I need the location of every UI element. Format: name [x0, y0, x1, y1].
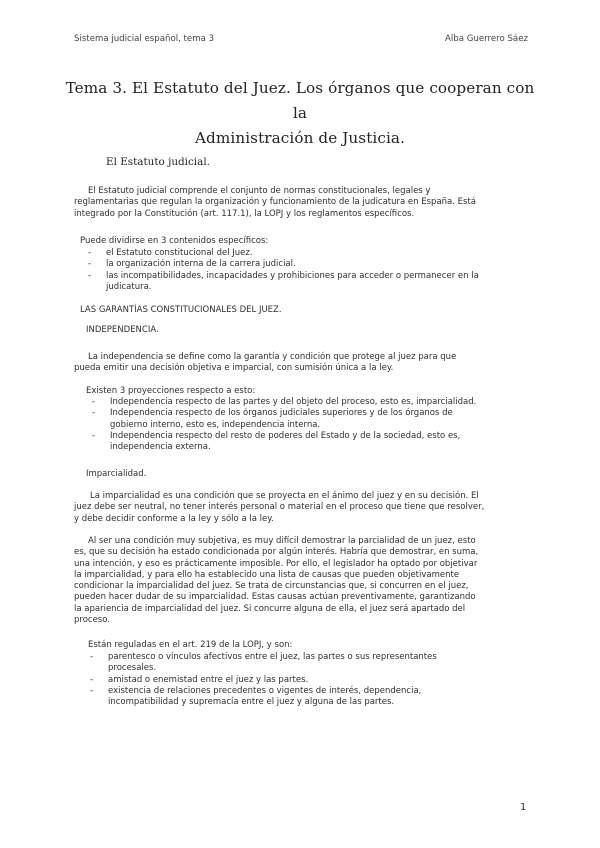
list-item: - Independencia respecto del resto de poderes del Estado y de la sociedad, esto es, independencia externa.: [92, 430, 461, 453]
text-line: la imparcialidad, y para ello ha establecido una lista de causas que pueden objetivamente: [74, 569, 460, 580]
causas-intro: Están reguladas en el art. 219 de la LOPJ, y son:: [88, 640, 293, 650]
header-right: Alba Guerrero Sáez: [445, 34, 528, 44]
causas-list: [90, 652, 437, 708]
text-line: La independencia se define como la garantía y condición que protege al juez para que: [88, 352, 457, 362]
document-title: [60, 76, 540, 151]
list-item: - Independencia respecto de las partes y del objeto del proceso, esto es, imparcialidad.: [92, 397, 477, 407]
list-item: - el Estatuto constitucional del Juez.: [88, 248, 253, 258]
text-line: El Estatuto judicial comprende el conjunto de normas constitucionales, legales y: [88, 186, 431, 196]
text-line: y debe decidir conforme a la ley y sólo a la ley.: [74, 513, 274, 524]
text-line: condicionar la imparcialidad del juez. Se trata de circunstancias que, si concurren en el juez,: [74, 581, 469, 592]
text-line: juez debe ser neutral, no tener interés personal o material en el proceso que tiene que resolver,: [74, 502, 485, 513]
text-line: Al ser una condición muy subjetiva, es muy difícil demostrar la parcialidad de un juez, esto: [88, 536, 476, 546]
list-item: - amistad o enemistad entre el juez y las partes.: [90, 674, 309, 685]
contents-list: [88, 248, 479, 293]
imparcialidad-paragraph-2: [74, 536, 478, 626]
list-item: - Independencia respecto de los órganos judiciales superiores y de los órganos de gobierno interno, esto es, independencia interna.: [92, 408, 453, 430]
page-number: 1: [520, 802, 527, 813]
intro-paragraph: [74, 186, 476, 220]
text-line: pueda emitir una decisión objetiva e imparcial, con sumisión única a la ley.: [74, 363, 394, 374]
text-line: proceso.: [74, 615, 110, 626]
text-line: La imparcialidad es una condición que se proyecta en el ánimo del juez y en su decisión. El: [90, 491, 479, 501]
imparcialidad-paragraph-1: [74, 491, 484, 525]
section-title: El Estatuto judicial.: [106, 156, 210, 168]
text-line: reglamentarias que regulan la organización y funcionamiento de la judicatura en España. Está: [74, 197, 476, 208]
garantias-heading: LAS GARANTÍAS CONSTITUCIONALES DEL JUEZ.: [80, 305, 282, 315]
proyecciones-intro: Existen 3 proyecciones respecto a esto:: [86, 386, 256, 396]
list-item: - las incompatibilidades, incapacidades y prohibiciones para acceder o permanecer en la judicatura.: [88, 270, 479, 292]
independencia-heading: INDEPENDENCIA.: [86, 325, 159, 335]
title-line-2: Administración de Justicia.: [194, 129, 406, 147]
contents-intro: Puede dividirse en 3 contenidos específicos:: [80, 236, 269, 246]
text-line: pueden hacer dudar de su imparcialidad. Estas causas actúan preventivamente, garantizando: [74, 592, 476, 603]
imparcialidad-heading: Imparcialidad.: [86, 469, 147, 479]
text-line: es, que su decisión ha estado condicionada por algún interés. Habría que demostrar, en suma,: [74, 547, 479, 558]
text-line: integrado por la Constitución (art. 117.1), la LOPJ y los reglamentos específicos.: [74, 208, 415, 219]
independencia-definition: [74, 352, 456, 375]
list-item: - la organización interna de la carrera judicial.: [88, 259, 296, 270]
title-line-1: Tema 3. El Estatuto del Juez. Los órganos que cooperan con la: [65, 79, 535, 122]
text-line: la apariencia de imparcialidad del juez. Si concurre alguna de ella, el juez será apartado del: [74, 603, 466, 614]
header-left: Sistema judicial español, tema 3: [74, 34, 215, 44]
list-item: - parentesco o vínculos afectivos entre el juez, las partes o sus representantes procesales.: [90, 652, 437, 674]
proyecciones-list: [92, 397, 477, 453]
text-line: una intención, y eso es prácticamente imposible. Por ello, el legislador ha optado por objetivar: [74, 558, 478, 569]
list-item: - existencia de relaciones precedentes o vigentes de interés, dependencia, incompatibilidad y supremacía entre el juez y alguna de las partes.: [90, 685, 422, 708]
